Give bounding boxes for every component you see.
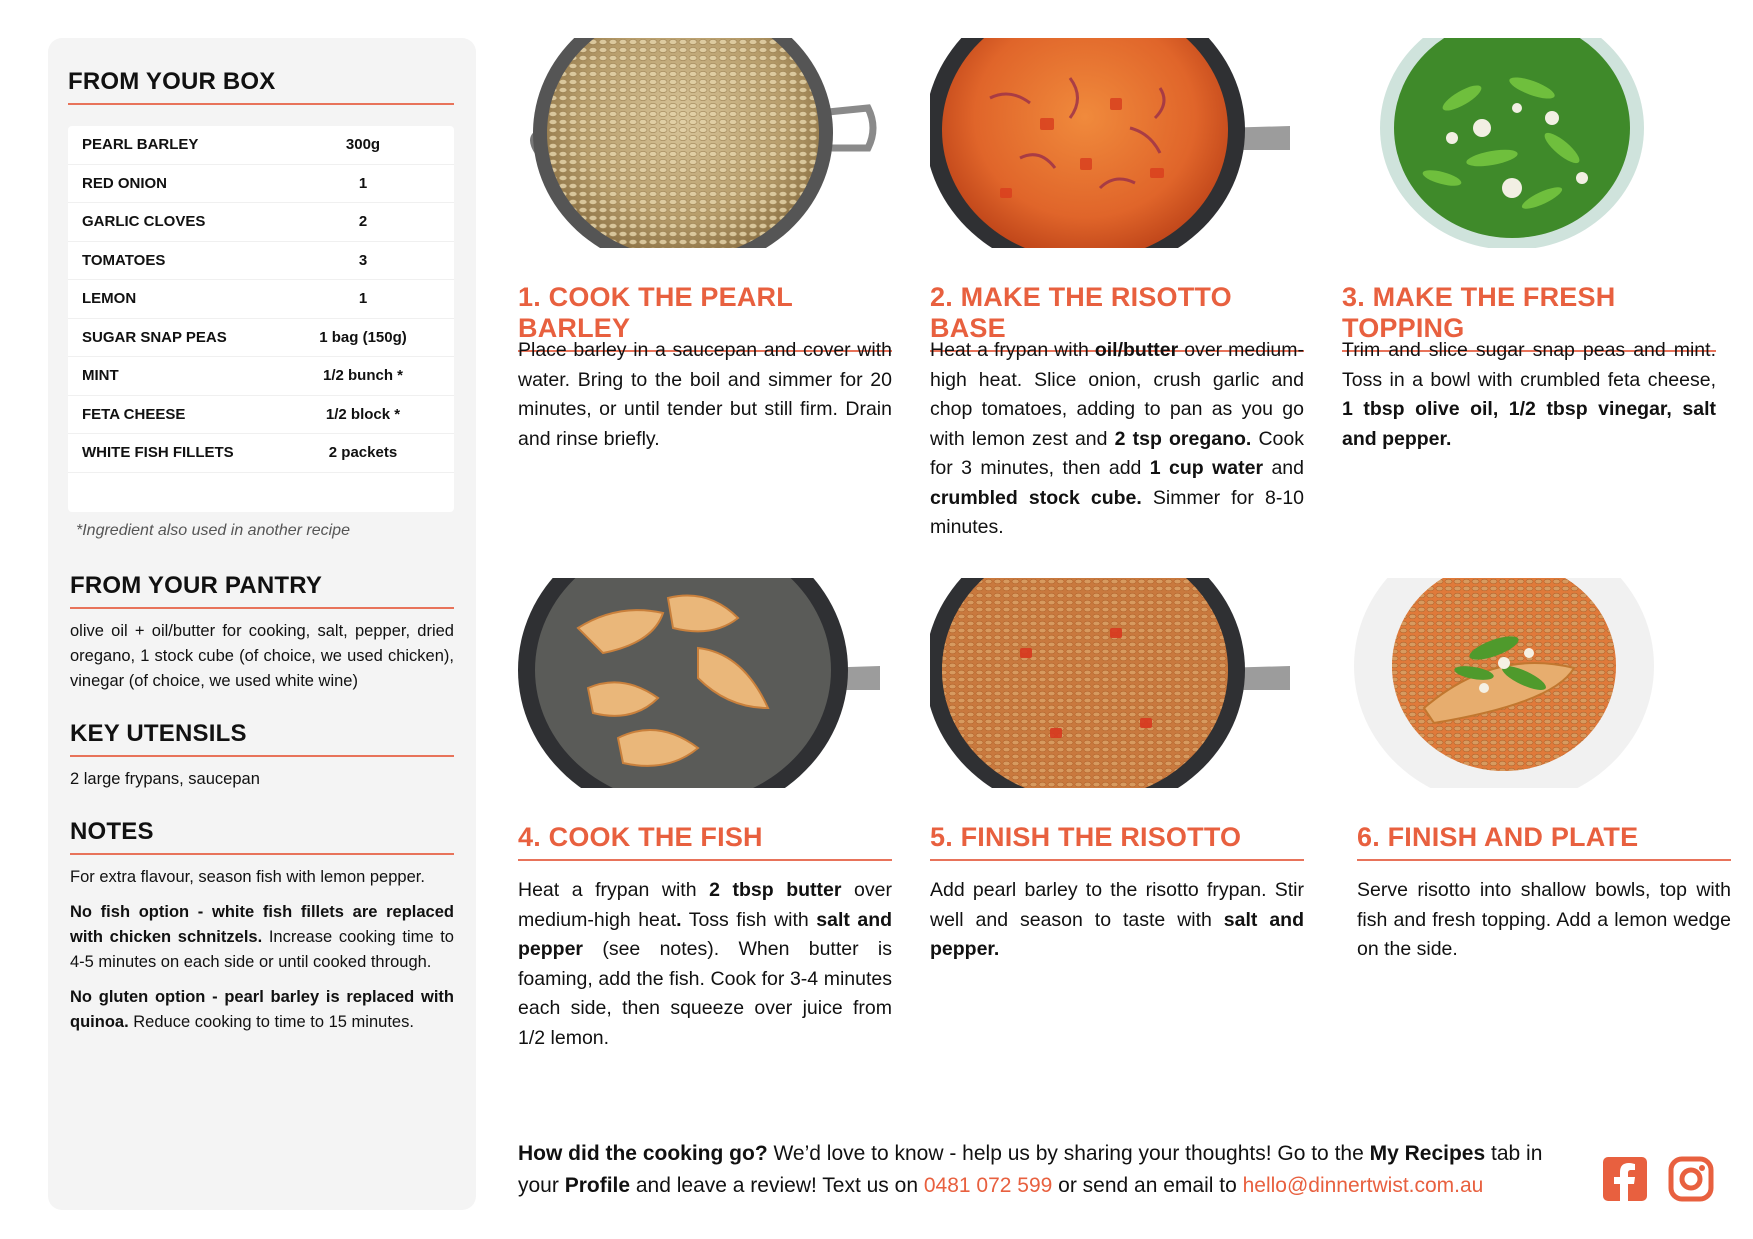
barley-in-colander-image: [518, 38, 880, 248]
ingredient-qty: 1/2 block *: [325, 405, 401, 423]
ingredient-row: [68, 242, 454, 281]
snap-pea-salad-bowl-photo: [1342, 38, 1704, 248]
pantry-section: [70, 572, 454, 694]
fish-in-frypan-image: [518, 578, 880, 788]
my-recipes-link[interactable]: My Recipes: [1369, 1142, 1486, 1165]
barley-risotto-image: [930, 578, 1292, 788]
step-4-title: 4. COOK THE FISH: [518, 822, 892, 861]
footer-text-3: and leave a review! Text us on: [630, 1174, 924, 1197]
fish-in-frypan-photo: [518, 578, 880, 788]
tomato-base-in-pan-photo: [930, 38, 1292, 248]
step-2-text-e: Cook for 3 minutes, then add: [930, 427, 1304, 479]
ingredient-name: SUGAR SNAP PEAS: [82, 328, 227, 346]
footer-text-2: tab in your: [518, 1142, 1543, 1197]
ingredient-row: [68, 396, 454, 435]
from-your-box-title: FROM YOUR BOX: [68, 68, 454, 105]
ingredient-qty: 300g: [345, 136, 381, 154]
ingredient-name: LEMON: [82, 290, 137, 308]
step-2-bold-water: 1 cup water: [1149, 457, 1264, 479]
footer-text-4: or send an email to: [1052, 1174, 1243, 1197]
ingredients-sidebar: [48, 38, 476, 1210]
ingredient-name: PEARL BARLEY: [82, 136, 199, 154]
pantry-title: FROM YOUR PANTRY: [70, 572, 454, 609]
footer-question: How did the cooking go?: [518, 1142, 768, 1165]
ingredient-qty: 1/2 bunch *: [322, 367, 404, 385]
ingredient-qty: 1 bag (150g): [319, 328, 407, 346]
note-no-gluten-bold: No gluten option - pearl barley is replaced with quinoa.: [70, 988, 454, 1031]
step-1-title: 1. COOK THE PEARL BARLEY: [518, 282, 892, 352]
ingredient-row: [68, 203, 454, 242]
pantry-text: olive oil + oil/butter for cooking, salt, pepper, dried oregano, 1 stock cube (of choice, we used chicken), vinegar (of choice, we used white wine): [70, 622, 454, 690]
step-4-text-a: Heat a frypan with: [518, 879, 710, 901]
ingredient-qty: 3: [358, 251, 368, 269]
step-3-title: 3. MAKE THE FRESH TOPPING: [1342, 282, 1716, 352]
step-1-text: Place barley in a saucepan and cover with water. Bring to the boil and simmer for 20 minutes, or until tender but still firm. Drain and rinse briefly.: [518, 339, 892, 450]
ingredient-qty: 1: [358, 174, 368, 192]
ingredients-table: [68, 126, 454, 512]
step-5-text: [930, 876, 1304, 965]
ingredient-qty: 2 packets: [328, 444, 398, 462]
notes-section: [70, 818, 454, 1035]
ingredient-name: GARLIC CLOVES: [82, 213, 206, 231]
ingredient-row: [68, 434, 454, 473]
profile-link[interactable]: Profile: [564, 1174, 631, 1197]
ingredient-name: MINT: [82, 367, 119, 385]
step-4-text-e: Toss fish with: [681, 908, 817, 931]
step-2-bold-oil: oil/butter: [1094, 339, 1179, 361]
note-no-gluten: [70, 985, 454, 1035]
ingredient-row: [68, 280, 454, 319]
snap-pea-salad-image: [1342, 38, 1704, 248]
ingredient-qty: 2: [358, 213, 368, 231]
step-6-text: Serve risotto into shallow bowls, top with fish and fresh topping. Add a lemon wedge on the side.: [1357, 879, 1731, 960]
step-3-text-a: Trim and slice sugar snap peas and mint. Toss in a bowl with crumbled feta cheese,: [1342, 339, 1716, 391]
utensils-title: KEY UTENSILS: [70, 720, 454, 757]
note-lemon-pepper: For extra flavour, season fish with lemon pepper.: [70, 868, 425, 886]
feedback-footer: [518, 1138, 1578, 1202]
instagram-icon[interactable]: [1667, 1155, 1715, 1203]
note-no-gluten-text: Reduce cooking to time to 15 minutes.: [128, 1013, 414, 1031]
footer-text-1: We’d love to know - help us by sharing your thoughts! Go to the: [767, 1142, 1370, 1165]
note-no-fish-bold: No fish option - white fish fillets are replaced with chicken schnitzels.: [70, 903, 454, 946]
step-6-title: 6. FINISH AND PLATE: [1357, 822, 1731, 861]
ingredient-name: WHITE FISH FILLETS: [82, 444, 234, 462]
ingredient-name: RED ONION: [82, 174, 168, 192]
step-2-text-g: and: [1263, 457, 1304, 479]
step-2-text: [930, 336, 1304, 543]
tomato-base-image: [930, 38, 1292, 248]
ingredient-qty: 1: [358, 290, 368, 308]
ingredient-footnote: *Ingredient also used in another recipe: [76, 522, 350, 539]
email-link[interactable]: hello@dinnertwist.com.au: [1242, 1174, 1484, 1197]
phone-link[interactable]: 0481 072 599: [923, 1174, 1053, 1197]
step-3-text: [1342, 336, 1716, 454]
utensils-section: [70, 720, 454, 792]
ingredient-row: [68, 165, 454, 204]
ingredient-row: [68, 357, 454, 396]
step-2-bold-stock: crumbled stock cube.: [930, 486, 1142, 509]
step-5-text-a: Add pearl barley to the risotto frypan. Stir well and season to taste with: [930, 879, 1304, 931]
facebook-icon[interactable]: [1601, 1155, 1649, 1203]
ingredient-row: [68, 126, 454, 165]
step-2-text-c: over medium-high heat. Slice onion, crush garlic and chop tomatoes, adding to pan as you go with lemon zest and: [930, 339, 1304, 450]
step-5-bold: salt and pepper.: [930, 908, 1304, 960]
step-4-text: [518, 876, 892, 1053]
step-4-bold-butter: 2 tbsp butter: [709, 879, 842, 901]
step-5-title: 5. FINISH THE RISOTTO: [930, 822, 1304, 861]
step-4-bold-period: .: [676, 908, 682, 931]
step-2-bold-oregano: 2 tsp oregano.: [1114, 427, 1252, 450]
note-no-fish: [70, 900, 454, 975]
notes-title: NOTES: [70, 818, 454, 855]
step-2-text-i: Simmer for 8-10 minutes.: [930, 486, 1305, 538]
step-4-text-g: (see notes). When butter is foaming, add the fish. Cook for 3-4 minutes each side, then squeeze over juice from 1/2 lemon.: [518, 938, 892, 1049]
note-no-fish-text: Increase cooking time to 4-5 minutes on each side or until cooked through.: [70, 928, 454, 971]
barley-in-colander-photo: [518, 38, 880, 248]
step-2-title: 2. MAKE THE RISOTTO BASE: [930, 282, 1304, 352]
step-3-bold: 1 tbsp olive oil, 1/2 tbsp vinegar, salt and pepper.: [1342, 398, 1716, 450]
ingredient-row: [68, 319, 454, 358]
barley-risotto-in-pan-photo: [930, 578, 1292, 788]
step-2-text-a: Heat a frypan with: [930, 339, 1095, 361]
step-4-bold-salt: salt and pepper: [518, 908, 893, 960]
step-4-text-c: over medium-high heat: [518, 879, 892, 931]
plated-risotto-photo: [1354, 578, 1716, 788]
plated-risotto-image: [1354, 578, 1716, 788]
ingredient-name: TOMATOES: [82, 251, 166, 269]
utensils-text: 2 large frypans, saucepan: [70, 770, 260, 788]
ingredient-name: FETA CHEESE: [82, 405, 186, 423]
